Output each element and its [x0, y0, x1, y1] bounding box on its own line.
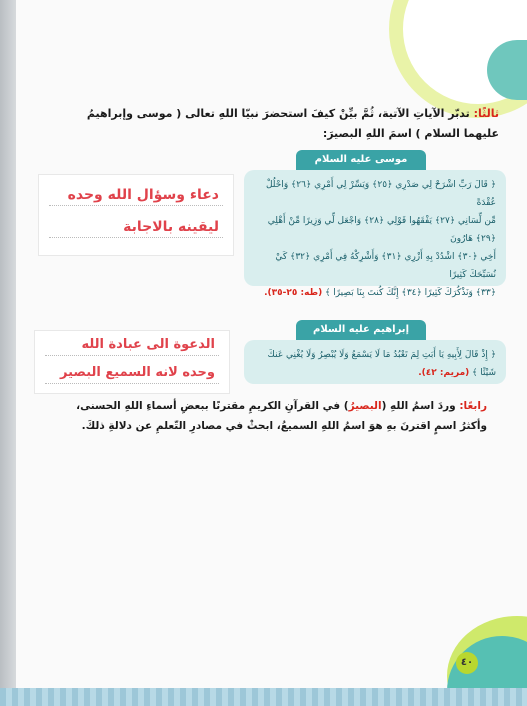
section3-text2: عليهما السلام ) اسمَ اللهِ البصيرَ:: [322, 127, 499, 140]
musa-verse-box: [244, 170, 506, 298]
section4-text: وأكثرُ اسمٍ اقترنَ بهِ هوَ اسمُ اللهِ السميعُ، ابحثْ في مصادرِ التّعلمِ عن دلالةِ ذلكَ.: [81, 420, 487, 432]
section4-paragraph: [67, 396, 487, 436]
handwritten-answer: وحده لانه السميع البصير: [60, 365, 215, 380]
book-page: [16, 0, 527, 706]
verse-line: أَخِي ﴿٣٠﴾ اشْدُدْ بِهِ أَزْرِي ﴿٣١﴾ وَأَشْرِكْهُ فِي أَمْرِي ﴿٣٢﴾ كَيْ نُسَبِّحَكَ كَثِيرًا: [275, 252, 496, 280]
answer-line: [45, 383, 219, 384]
bottom-border: [0, 688, 527, 706]
section4-text: ) في القرآنِ الكريمِ مقترنًا ببعضِ أسماءِ اللهِ الحسنى،: [76, 400, 349, 412]
answer-line: [49, 237, 223, 238]
handwritten-answer: دعاء وسؤال الله وحده: [67, 187, 219, 203]
musa-answer-area[interactable]: [38, 174, 234, 256]
section3-text: تدبّر الآياتِ الآتية، ثُمَّ بيِّنْ كيفَ استحضرَ نبيّا اللهِ تعالى ( موسى وإبراهيمُ: [86, 107, 470, 120]
verse-line: ﴿ إِذْ قَالَ لِأَبِيهِ يَا أَبَتِ لِمَ تَعْبُدُ مَا لَا يَسْمَعُ وَلَا يُبْصِرُ وَلَا يُغْنِي عَنكَ: [267, 350, 496, 360]
section4-text: وردَ اسمُ اللهِ (: [381, 400, 456, 412]
page-number: ٤٠: [456, 652, 478, 674]
musa-title-tab: موسى عليه السلام: [296, 150, 426, 170]
ibrahim-title-tab: إبراهيم عليه السلام: [296, 320, 426, 340]
section4-label: رابعًا:: [459, 400, 487, 412]
verse-line: ﴿٣٣﴾ وَنَذْكُرَكَ كَثِيرًا ﴿٣٤﴾ إِنَّكَ كُنتَ بِنَا بَصِيرًا ﴾: [325, 288, 496, 298]
section3-label: ثالثًا:: [473, 107, 499, 120]
highlighted-name: البصيرُ: [348, 400, 382, 412]
page-edge: [0, 0, 16, 706]
answer-line: [49, 205, 223, 206]
ibrahim-answer-area[interactable]: [34, 330, 230, 394]
verse-line: مِّن لِّسَانِي ﴿٢٧﴾ يَفْقَهُوا قَوْلِي ﴿٢٨﴾ وَاجْعَل لِّي وَزِيرًا مِّنْ أَهْلِي ﴿٢٩﴾ هَارُونَ: [267, 216, 496, 244]
verse-line: شَيْئًا ﴾: [472, 368, 496, 378]
handwritten-answer: الدعوة الى عبادة الله: [81, 337, 215, 352]
ibrahim-verse-box: [244, 340, 506, 384]
answer-line: [45, 355, 219, 356]
verse-line: ﴿ قَالَ رَبِّ اشْرَحْ لِي صَدْرِي ﴿٢٥﴾ وَيَسِّرْ لِي أَمْرِي ﴿٢٦﴾ وَاحْلُلْ عُقْدَةً: [265, 180, 496, 208]
section3-instruction: [59, 104, 499, 144]
verse-reference: (مريم: ٤٢).: [418, 368, 470, 378]
handwritten-answer: ليقينه بالاجابة: [123, 219, 219, 235]
verse-reference: (طه: ٢٥-٣٥).: [264, 288, 323, 298]
